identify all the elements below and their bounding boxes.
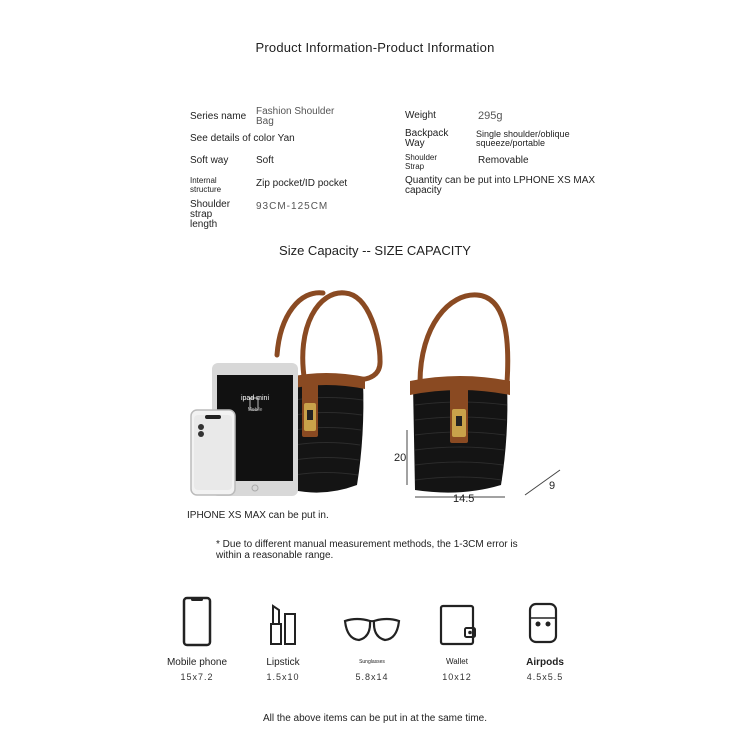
soft-way-value: Soft: [256, 155, 274, 166]
height-dimension: 20: [394, 452, 407, 464]
item-name-mobile-phone: Mobile phone: [166, 657, 228, 668]
weight-label: Weight: [405, 110, 436, 121]
page-title: Product Information-Product Information: [255, 40, 495, 55]
bag-dimensions-image: [395, 285, 575, 515]
series-name-value-line1: Fashion Shoulder: [256, 106, 335, 117]
width-dimension: 14.5: [453, 493, 475, 505]
item-size-wallet: 10x12: [442, 672, 472, 682]
shoulder-strap-value: Removable: [478, 155, 529, 166]
quantity-text-line1: Quantity can be put into LPHONE XS MAX: [405, 175, 596, 186]
size-capacity-title: Size Capacity -- SIZE CAPACITY: [279, 243, 471, 258]
lipstick-icon: [268, 604, 298, 646]
measurement-note-line2: within a reasonable range.: [216, 550, 334, 561]
shoulder-strap-label-line2: Strap: [405, 162, 425, 171]
weight-value: 295g: [478, 110, 503, 122]
item-size-mobile-phone: 15x7.2: [180, 672, 214, 682]
bag-strap: [303, 293, 380, 383]
footer-note: All the above items can be put in at the same time.: [262, 713, 487, 724]
depth-dimension: 9: [549, 480, 556, 492]
quantity-text-line2: capacity: [405, 185, 442, 196]
ipad-label: ipad mini: [240, 395, 269, 402]
item-name-airpods: Airpods: [526, 657, 564, 668]
item-name-lipstick: Lipstick: [266, 657, 300, 668]
soft-way-label: Soft way: [190, 155, 229, 166]
shoulder-strap-label-line1: Shoulder: [405, 153, 438, 162]
backpack-way-label-line2: Way: [405, 138, 425, 149]
sunglasses-icon: [343, 615, 401, 645]
internal-structure-label-line2: structure: [190, 185, 222, 194]
iphone-caption: IPHONE XS MAX can be put in.: [187, 510, 329, 521]
backpack-way-label-line1: Backpack: [405, 128, 449, 139]
strap-length-label-line1: Shoulder: [190, 199, 231, 210]
ipad-sub-label: Mobile: [247, 407, 263, 413]
item-name-sunglasses: Sunglasses: [359, 659, 385, 665]
item-size-sunglasses: 5.8x14: [355, 672, 389, 682]
strap-length-label-line2: strap: [190, 209, 213, 220]
strap-length-label-line3: length: [190, 219, 218, 230]
item-name-wallet: Wallet: [446, 657, 468, 666]
measurement-note: [216, 539, 556, 561]
strap-length-value: 93CM-125CM: [256, 201, 329, 212]
internal-structure-value: Zip pocket/ID pocket: [256, 178, 348, 189]
wallet-icon: [439, 604, 479, 646]
item-size-lipstick: 1.5x10: [266, 672, 300, 682]
backpack-way-value-line2: squeeze/portable: [476, 138, 546, 148]
series-name-value-line2: Bag: [256, 116, 274, 127]
color-label: See details of color Yan: [190, 133, 295, 144]
bag-strap-right: [420, 295, 508, 383]
airpods-icon: [528, 602, 560, 646]
series-name-label: Series name: [190, 111, 247, 122]
backpack-way-value-line1: Single shoulder/oblique: [476, 129, 570, 139]
measurement-note-line1: * Due to different manual measurement methods, the 1-3CM error is: [216, 539, 518, 550]
internal-structure-label-line1: Internal: [190, 176, 217, 185]
mobile-phone-icon: [182, 596, 214, 648]
item-size-airpods: 4.5x5.5: [526, 672, 564, 682]
